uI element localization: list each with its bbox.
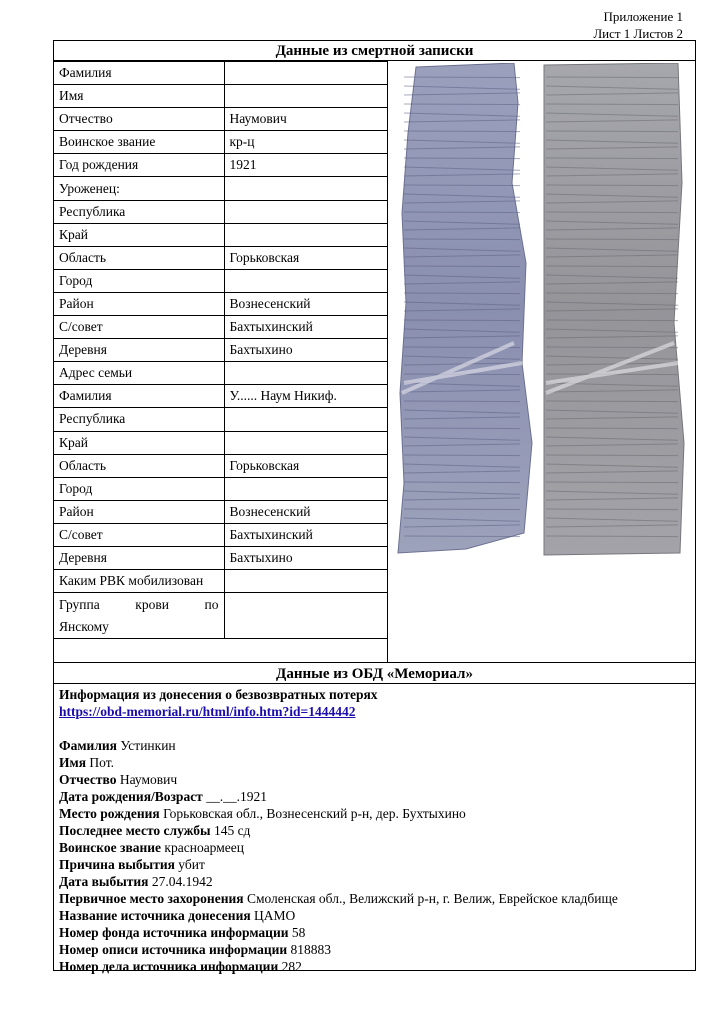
death-note-scan-images [394,63,686,558]
field-label: Республика [54,408,224,431]
memorial-info [54,684,695,977]
field-value: Бахтыхинский [224,523,388,546]
field-value: кр-ц [224,131,388,154]
memorial-label: Отчество [59,772,117,787]
field-label: Область [54,246,224,269]
blood-group-word: крови [135,596,169,612]
field-label: Год рождения [54,154,224,177]
table-row [54,477,388,500]
field-value [224,200,388,223]
field-label: Фамилия [54,62,224,85]
field-value: Бахтыхино [224,546,388,569]
field-value [224,570,388,593]
table-row [54,131,388,154]
column-divider [387,61,388,662]
field-label: Район [54,292,224,315]
table-row [54,523,388,546]
memorial-row [59,924,690,941]
memorial-label: Место рождения [59,806,160,821]
table-row [54,85,388,108]
memorial-row [59,822,690,839]
blood-group-word: Группа [59,596,100,612]
memorial-value: 27.04.1942 [151,874,213,889]
memorial-link[interactable]: https://obd-memorial.ru/html/info.htm?id=1444442 [59,704,356,719]
memorial-label: Номер дела источника информации [59,959,279,974]
field-value [224,408,388,431]
field-label: Уроженец: [54,177,224,200]
memorial-row [59,737,690,754]
memorial-label: Дата выбытия [59,874,149,889]
field-value [224,431,388,454]
field-label: Деревня [54,339,224,362]
field-value: Бахтыхино [224,339,388,362]
field-value [224,223,388,246]
memorial-row [59,873,690,890]
memorial-value: Наумович [119,772,178,787]
field-value [224,477,388,500]
field-label-blood-group [54,593,224,639]
memorial-row [59,958,690,975]
table-row [54,200,388,223]
document-frame [53,40,696,974]
field-label: С/совет [54,523,224,546]
memorial-label: Название источника донесения [59,908,251,923]
memorial-label: Первичное место захоронения [59,891,244,906]
memorial-label: Фамилия [59,738,117,753]
field-value [224,362,388,385]
field-label: Город [54,477,224,500]
spacer [59,720,690,737]
field-label: С/совет [54,316,224,339]
field-value: Вознесенский [224,500,388,523]
field-value: 1921 [224,154,388,177]
table-row [54,316,388,339]
field-value [224,593,388,639]
memorial-row [59,890,690,907]
memorial-value: Смоленская обл., Велижский р-н, г. Велиж, Еврейское кладбище [246,891,618,906]
field-value: Вознесенский [224,292,388,315]
memorial-row [59,941,690,958]
table-row [54,408,388,431]
death-note-photos [394,63,686,558]
memorial-row [59,788,690,805]
memorial-value: красноармеец [164,840,244,855]
field-label: Имя [54,85,224,108]
blood-group-word: Янскому [59,618,109,634]
table-row [54,246,388,269]
table-row [54,362,388,385]
table-row-blood-group [54,593,388,639]
scan-processed [542,63,686,555]
table-row [54,454,388,477]
table-row [54,223,388,246]
blood-group-word: по [204,596,219,612]
table-row [54,385,388,408]
appendix-number: Приложение 1 [603,9,683,24]
table-row [54,339,388,362]
memorial-label: Имя [59,755,86,770]
memorial-value: 58 [291,925,306,940]
death-note-table [54,61,388,639]
memorial-value: __.__.1921 [206,789,267,804]
memorial-label: Воинское звание [59,840,162,855]
memorial-label: Номер описи источника информации [59,942,288,957]
memorial-heading: Информация из донесения о безвозвратных потерях [59,687,378,702]
memorial-value: ЦАМО [254,908,296,923]
field-value: Наумович [224,108,388,131]
sheet-count: Лист 1 Листов 2 [593,26,683,41]
table-row [54,177,388,200]
field-label: Фамилия [54,385,224,408]
memorial-row [59,805,690,822]
table-row [54,269,388,292]
memorial-row [59,856,690,873]
memorial-label: Последнее место службы [59,823,211,838]
memorial-value: Устинкин [120,738,176,753]
field-label: Республика [54,200,224,223]
field-label: Край [54,431,224,454]
field-label: Отчество [54,108,224,131]
appendix-header [593,8,683,42]
memorial-value: Пот. [89,755,114,770]
field-label: Область [54,454,224,477]
field-value: Бахтыхинский [224,316,388,339]
field-value [224,269,388,292]
field-label: Город [54,269,224,292]
field-label: Адрес семьи [54,362,224,385]
memorial-value: убит [178,857,205,872]
memorial-label: Причина выбытия [59,857,175,872]
memorial-value: Горьковская обл., Вознесенский р-н, дер. Бухтыхино [163,806,466,821]
field-value [224,177,388,200]
memorial-fields [59,737,690,975]
memorial-row [59,754,690,771]
table-row [54,570,388,593]
field-label: Каким РВК мобилизован [54,570,224,593]
memorial-row [59,771,690,788]
field-label: Край [54,223,224,246]
memorial-row [59,907,690,924]
field-label: Район [54,500,224,523]
memorial-value: 282 [281,959,302,974]
field-value: У...... Наум Никиф. [224,385,388,408]
field-value [224,85,388,108]
field-label: Деревня [54,546,224,569]
field-label: Воинское звание [54,131,224,154]
section-title-memorial: Данные из ОБД «Мемориал» [54,662,695,684]
table-row [54,62,388,85]
memorial-label: Дата рождения/Возраст [59,789,203,804]
table-row [54,154,388,177]
memorial-value: 145 сд [213,823,251,838]
field-value: Горьковская [224,246,388,269]
table-row [54,431,388,454]
table-row [54,292,388,315]
field-value: Горьковская [224,454,388,477]
section-title-death-note: Данные из смертной записки [54,41,695,61]
memorial-value: 818883 [290,942,332,957]
table-row [54,108,388,131]
table-row [54,546,388,569]
table-row [54,500,388,523]
memorial-label: Номер фонда источника информации [59,925,289,940]
field-value [224,62,388,85]
scan-original [398,63,532,553]
memorial-row [59,839,690,856]
